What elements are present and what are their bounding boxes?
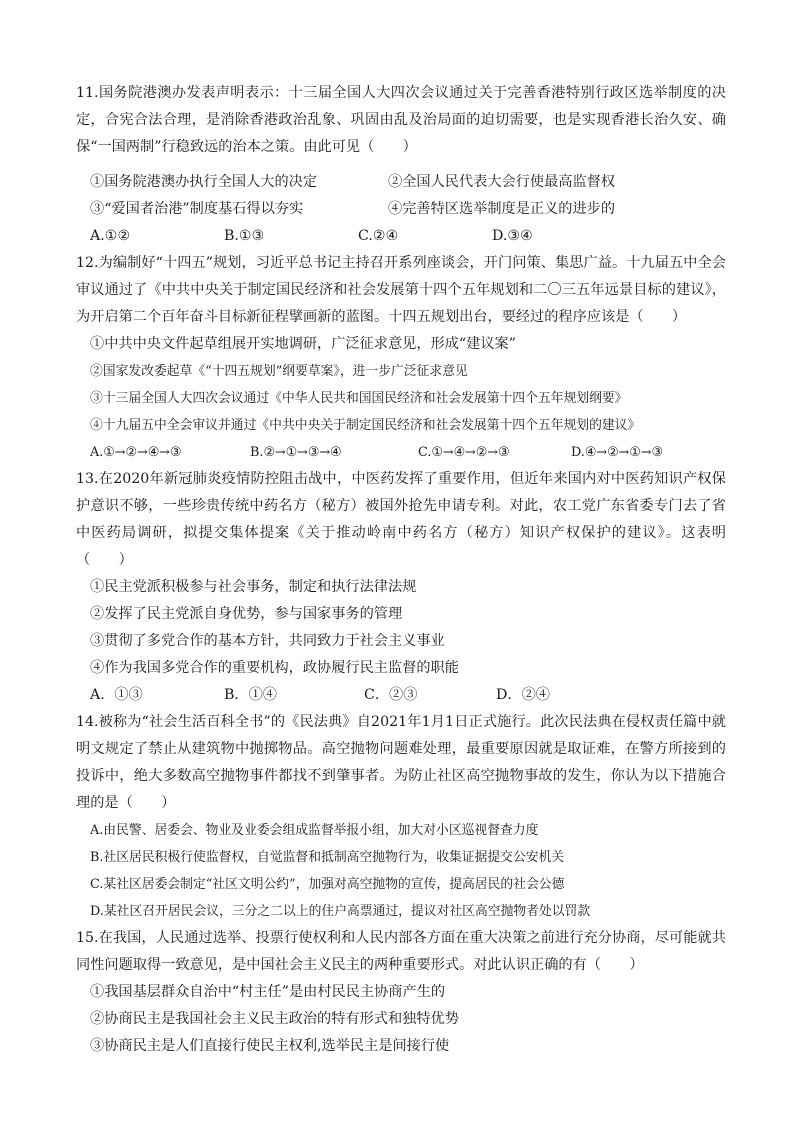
choice-c[interactable]: C.②④ bbox=[358, 228, 399, 244]
statement: ①我国基层群众自治中“村主任”是由村民民主协商产生的 bbox=[90, 984, 446, 1000]
statement: ④作为我国多党合作的重要机构，政协履行民主监督的职能 bbox=[90, 660, 459, 676]
statement: ①中共中央文件起草组展开实地调研，广泛征求意见，形成“建议案” bbox=[90, 336, 516, 352]
option-c[interactable]: C.某社区居委会制定“社区文明公约”，加强对高空抛物的宣传，提高居民的社会公德 bbox=[90, 877, 565, 892]
option-a[interactable]: A.由民警、居委会、物业及业委会组成监督举报小组，加大对小区巡视督查力度 bbox=[90, 823, 539, 838]
choice-b[interactable]: B.②→①→③→④ bbox=[250, 445, 342, 460]
choice-a[interactable]: A.①② bbox=[90, 228, 131, 244]
choice-d[interactable]: D.④→②→①→③ bbox=[571, 445, 663, 460]
choice-d[interactable]: D．②④ bbox=[496, 687, 550, 703]
question-stem: 12.为编制好“十四五”规划，习近平总书记主持召开系列座谈会，开门问策、集思广益。十九届五中全会审议通过了《中共中央关于制定国民经济和社会发展第十四个五年规划和二〇三五年远景目标的建议》，为开启第二个百年奋斗目标新征程擘画新的蓝图。十四五规划出台，要经过的程序应该是（ ） bbox=[76, 255, 726, 325]
question-11 bbox=[76, 80, 726, 250]
statement: ②全国人民代表大会行使最高监督权 bbox=[388, 174, 616, 190]
option-d[interactable]: D.某社区召开居民会议，三分之二以上的住户高票通过，提议对社区高空抛物者处以罚款 bbox=[90, 904, 591, 919]
choice-b[interactable]: B.①③ bbox=[224, 228, 265, 244]
statement: ③“爱国者治港”制度基石得以夯实 bbox=[90, 201, 304, 217]
statement: ③贯彻了多党合作的基本方针，共同致力于社会主义事业 bbox=[90, 633, 445, 649]
option-b[interactable]: B.社区居民积极行使监督权，自觉监督和抵制高空抛物行为，收集证据提交公安机关 bbox=[90, 850, 565, 865]
question-stem: 11.国务院港澳办发表声明表示：十三届全国人大四次会议通过关于完善香港特别行政区选举制度的决定，合宪合法合理，是消除香港政治乱象、巩固由乱及治局面的迫切需要，也是实现香港长治久安、确保“一国两制”行稳致远的治本之策。由此可见（ ） bbox=[76, 85, 726, 155]
statement: ②协商民主是我国社会主义民主政治的特有形式和独特优势 bbox=[90, 1011, 459, 1027]
question-stem: 14.被称为“社会生活百科全书”的《民法典》自2021年1月1日正式施行。此次民法典在侵权责任篇中就明文规定了禁止从建筑物中抛掷物品。高空抛物问题难处理，最重要原因就是取证难，在警方所接到的投诉中，绝大多数高空抛物事件都找不到肇事者。为防止社区高空抛物事故的发生，你认为以下措施合理的是（ ） bbox=[76, 714, 726, 811]
question-13 bbox=[76, 466, 726, 709]
statement: ④完善特区选举制度是正义的进步的 bbox=[388, 201, 616, 217]
answer-choices bbox=[76, 439, 726, 466]
statement: ②发挥了民主党派自身优势，参与国家事务的管理 bbox=[90, 606, 403, 622]
statement: ④十九届五中全会审议并通过《中共中央关于制定国民经济和社会发展第十四个五年规划的建议》 bbox=[90, 418, 641, 433]
choice-d[interactable]: D.③④ bbox=[492, 228, 533, 244]
question-12 bbox=[76, 250, 726, 466]
choice-c[interactable]: C．②③ bbox=[364, 687, 418, 703]
statement: ①民主党派积极参与社会事务，制定和执行法律法规 bbox=[90, 579, 417, 595]
choice-a[interactable]: A.①→②→④→③ bbox=[90, 445, 182, 460]
choice-b[interactable]: B．①④ bbox=[224, 687, 277, 703]
statement: ③十三届全国人大四次会议通过《中华人民共和国国民经济和社会发展第十四个五年规划纲要》 bbox=[90, 391, 628, 406]
question-stem: 15.在我国，人民通过选举、投票行使权利和人民内部各方面在重大决策之前进行充分协商，尽可能就共同性问题取得一致意见，是中国社会主义民主的两种重要形式。对此认识正确的有（ ） bbox=[76, 930, 726, 973]
choice-c[interactable]: C.①→④→②→③ bbox=[418, 445, 510, 460]
statement: ②国家发改委起草《“十四五规划”纲要草案》，进一步广泛征求意见 bbox=[90, 364, 468, 379]
question-stem: 13.在2020年新冠肺炎疫情防控阻击战中，中医药发挥了重要作用，但近年来国内对中医药知识产权保护意识不够，一些珍贵传统中药名方（秘方）被国外抢先申请专利。对此，农工党广东省委专门去了省中医药局调研，拟提交集体提案《关于推动岭南中药名方（秘方）知识产权保护的建议》。这表明（ ） bbox=[76, 471, 726, 568]
statement: ①国务院港澳办执行全国人大的决定 bbox=[90, 174, 318, 190]
question-15 bbox=[76, 925, 726, 1060]
exam-page bbox=[76, 80, 726, 1060]
answer-choices bbox=[76, 682, 726, 709]
question-14 bbox=[76, 709, 726, 925]
choice-a[interactable]: A．①③ bbox=[90, 687, 143, 703]
statement: ③协商民主是人们直接行使民主权利,选举民主是间接行使 bbox=[90, 1038, 450, 1054]
statement-grid bbox=[76, 169, 726, 223]
answer-choices bbox=[76, 223, 726, 250]
